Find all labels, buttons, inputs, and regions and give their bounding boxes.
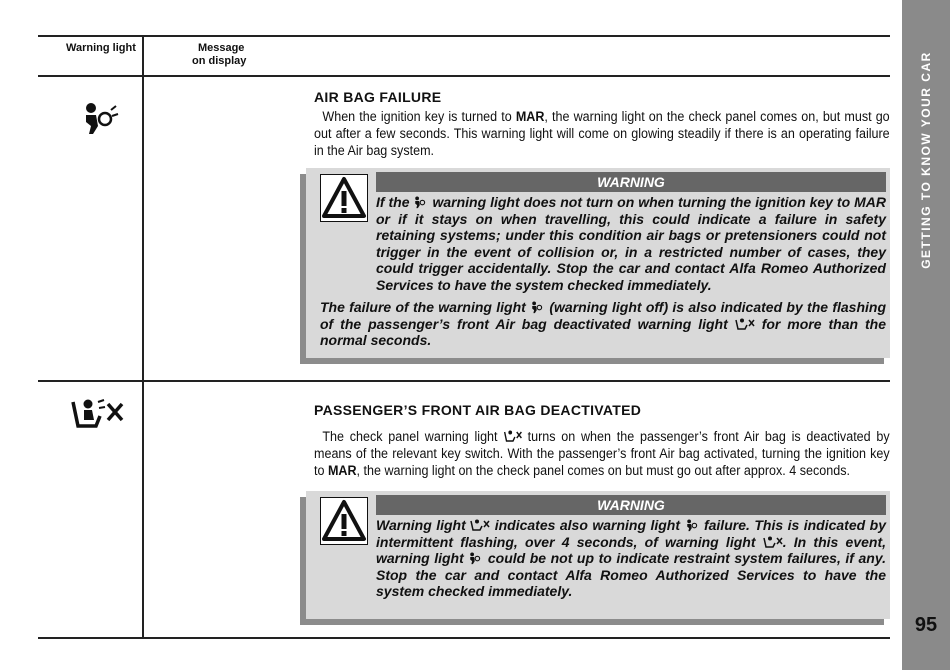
airbag-failure-icon (413, 196, 428, 209)
warning-text-part: Warning light (376, 517, 471, 533)
passenger-airbag-off-icon (470, 519, 490, 532)
key-position-mar: MAR (327, 463, 357, 478)
warning-paragraph (320, 299, 886, 349)
warning-heading: WARNING (376, 495, 886, 515)
warning-text-part: (warning light off) is also indicated by the flashing of the passenger’s front Air bag deactivated warning light (320, 299, 886, 332)
warning-text-part: warning light does not turn on when turning the ignition key to MAR or if it stays on when travelling, this could indicate a failure in safety retaining systems; under this condition air bags or pretensioners could not trigger in the event of collision or, in a restricted number of cases, they could trigger accidentally. Stop the car and contact Alfa Romeo Authorized Services to have the system checked immediately. (376, 194, 886, 293)
airbag-failure-icon (468, 552, 483, 565)
body-text: , the warning light on the check panel comes on but must go out after approx. 4 seconds. (356, 463, 850, 478)
body-text: The check panel warning light (322, 429, 504, 444)
passenger-airbag-off-icon (763, 536, 783, 549)
warning-text-part: for more than the normal seconds. (320, 315, 887, 348)
column-header-message (192, 42, 246, 68)
warning-paragraph (376, 194, 886, 293)
passenger-airbag-off-icon (503, 430, 522, 443)
row-divider-rule (38, 380, 890, 382)
passenger-airbag-off-icon (735, 318, 755, 331)
section-body-passenger-airbag (314, 428, 890, 479)
warning-text-part: failure. This is indicated by intermittent flashing, over 4 seconds, of warning light (376, 517, 886, 550)
message-header-line2: on display (192, 55, 247, 67)
airbag-failure-icon (80, 102, 120, 136)
warning-heading: WARNING (376, 172, 886, 192)
airbag-failure-icon (685, 519, 700, 532)
table-bottom-rule (38, 637, 890, 639)
section-title-airbag-failure: AIR BAG FAILURE (314, 89, 442, 105)
table-top-rule (38, 35, 890, 37)
warning-text-part: The failure of the warning light (320, 299, 531, 315)
page-number: 95 (914, 614, 938, 636)
message-header-line1: Message (197, 42, 245, 54)
body-text: When the ignition key is turned to (322, 109, 516, 124)
section-title-passenger-airbag: PASSENGER’S FRONT AIR BAG DEACTIVATED (314, 402, 642, 418)
column-divider (142, 35, 144, 638)
warning-box (306, 491, 890, 619)
passenger-airbag-off-icon (70, 398, 126, 430)
warning-paragraph (376, 517, 886, 600)
warning-text (320, 194, 886, 349)
airbag-failure-icon (530, 301, 545, 314)
section-body-airbag-failure (314, 108, 890, 159)
warning-text-part: could be not up to indicate restraint system failures, if any. Stop the car and contact Alfa Romeo Authorized Services to have the system checked immediately. (376, 550, 886, 599)
body-text: turns on when the passenger’s front Air bag is deactivated by means of the relevant key switch. With the passenger’s front Air bag activated, turning the ignition key to (314, 429, 890, 478)
warning-text-part: If the (376, 194, 414, 210)
column-header-warning-light: Warning light (66, 42, 136, 54)
warning-text-part: indicates also warning light (490, 517, 685, 533)
warning-box (306, 168, 890, 358)
warning-text (320, 517, 886, 600)
body-text: , the warning light on the check panel comes on, but must go out after a few seconds. This warning light will come on glowing steadily if there is an operating failure in the Air bag system. (314, 109, 890, 158)
warning-text-part: . In this event, warning light (376, 533, 886, 566)
header-bottom-rule (38, 75, 890, 77)
key-position-mar: MAR (515, 109, 545, 124)
chapter-label: GETTING TO KNOW YOUR CAR (919, 51, 933, 269)
